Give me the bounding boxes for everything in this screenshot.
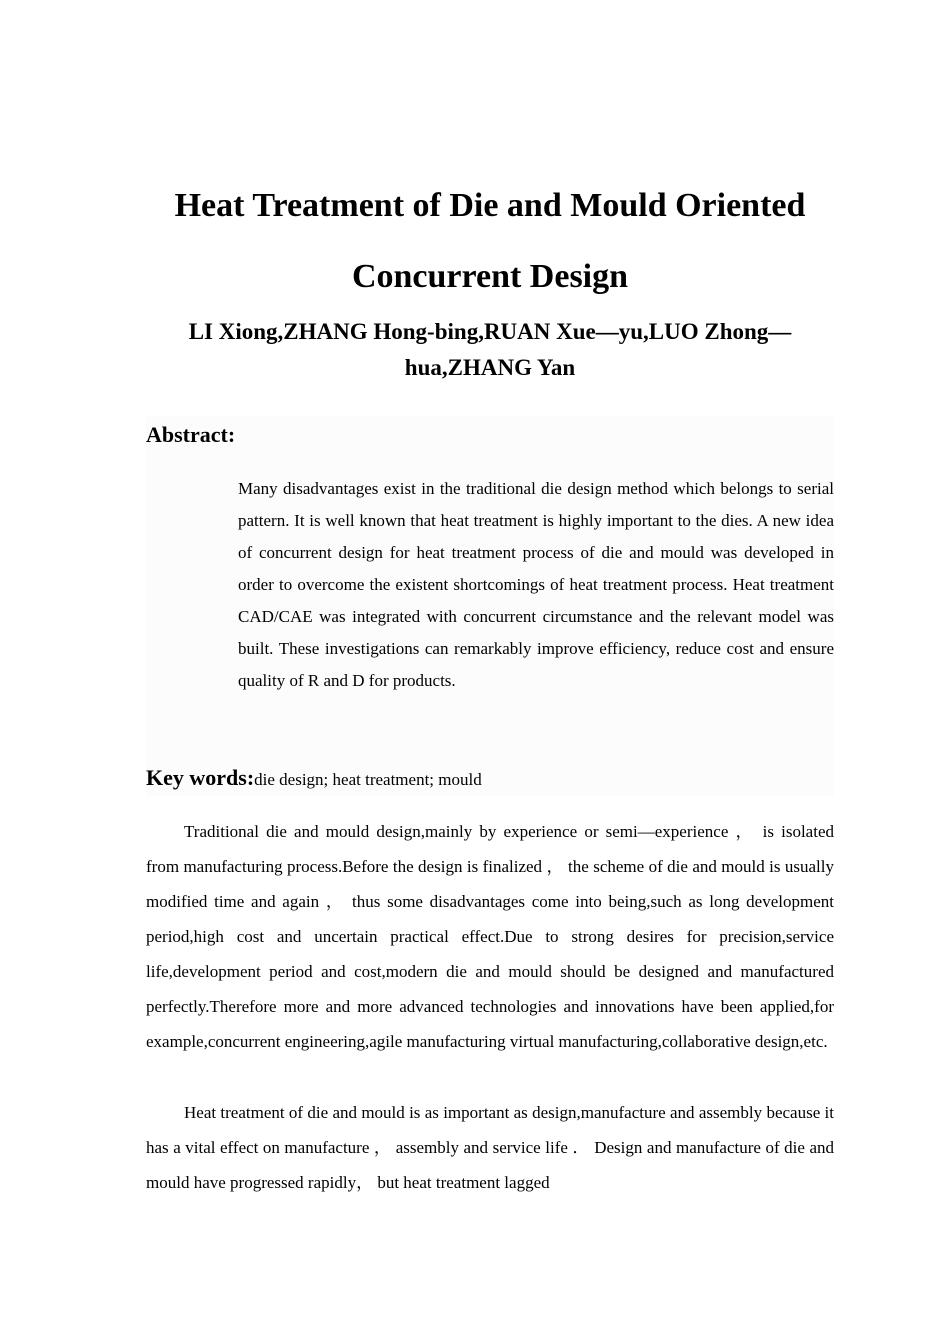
keywords-line bbox=[146, 762, 834, 797]
abstract-heading: Abstract: bbox=[146, 422, 236, 447]
paper-title-line-1: Heat Treatment of Die and Mould Oriented bbox=[174, 187, 806, 224]
body-paragraph-1: Traditional die and mould design,mainly by experience or semi—experience ， is isolated from manufacturing process.Before the design is finalized ， the scheme of die and mould is usually modified time and again ， thus some disadvantages come into being,such as long development period,high cost and uncertain practical effect.Due to strong desires for precision,service life,development period and cost,modern die and mould should be designed and manufactured perfectly.Therefore more and more advanced technologies and innovations have been applied,for example,concurrent engineering,agile manufacturing virtual manufacturing,collaborative design,etc. bbox=[146, 822, 834, 1051]
keywords-heading: Key words: bbox=[146, 765, 255, 790]
abstract-body: Many disadvantages exist in the traditional die design method which belongs to serial pattern. It is well known that heat treatment is highly important to the dies. A new idea of concurrent design for heat treatment process of die and mould was developed in order to overcome the existent shortcomings of heat treatment process. Heat treatment CAD/CAE was integrated with concurrent circumstance and the relevant model was built. These investigations can remarkably improve efficiency, reduce cost and ensure quality of R and D for products. bbox=[238, 479, 834, 690]
keywords-value: die design; heat treatment; mould bbox=[254, 770, 482, 789]
paper-title-line-2: Concurrent Design bbox=[351, 258, 629, 295]
body-paragraph-2: Heat treatment of die and mould is as important as design,manufacture and assembly because it has a vital effect on manufacture ， assembly and service life ． Design and manufacture of die and mould have progressed rapidly， but heat treatment lagged bbox=[146, 1103, 834, 1192]
author-list: LI Xiong,ZHANG Hong-bing,RUAN Xue—yu,LUO Zhong—hua,ZHANG Yan bbox=[188, 319, 792, 380]
